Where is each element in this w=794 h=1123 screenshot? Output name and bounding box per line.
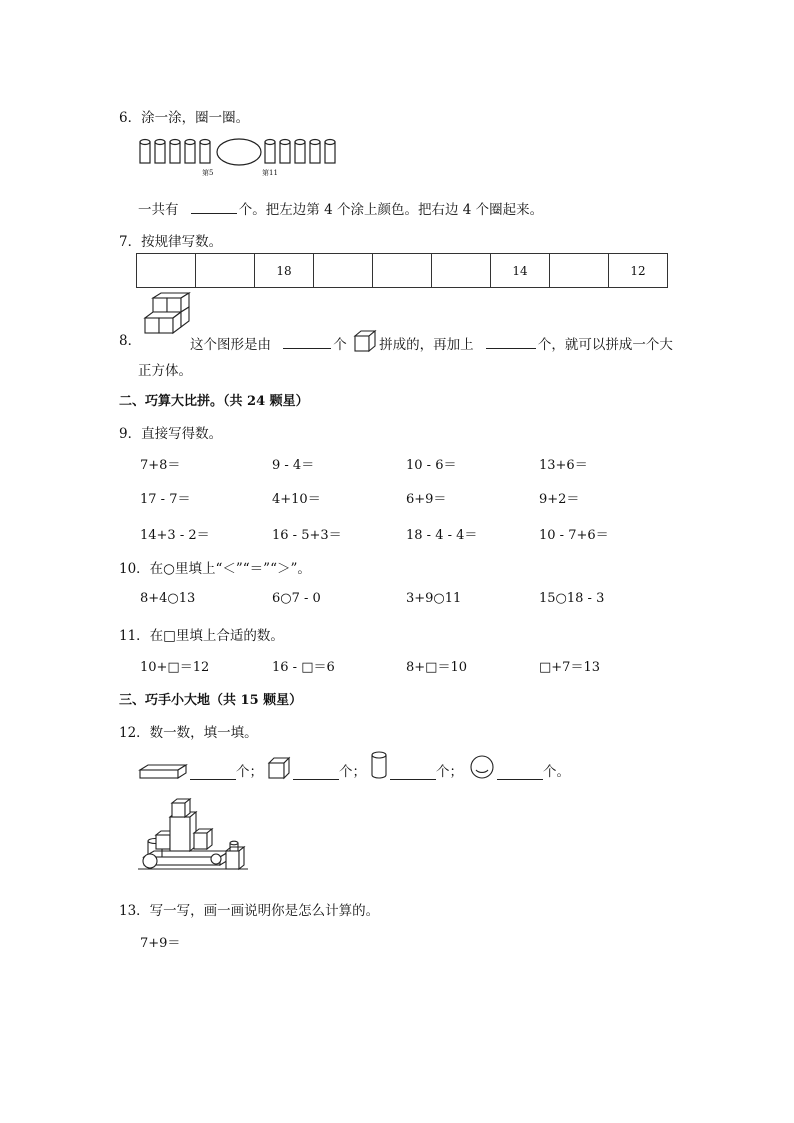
q6-answer-line [138, 198, 543, 218]
cylinder-icon [185, 140, 195, 164]
sequence-cell[interactable] [550, 254, 609, 288]
cylinder-icon [140, 140, 150, 164]
q8-text-e: 正方体。 [138, 363, 192, 379]
q8-text-c: 拼成的，再加上 [379, 337, 474, 353]
q12-unit2: 个； [339, 764, 366, 780]
q12-unit4: 个。 [543, 764, 570, 780]
q8-text-d: 个，就可以拼成一个大 [537, 337, 673, 353]
section3-title: 三、巧手小大地（共 15 颗星） [119, 693, 303, 708]
q8-prefix: 8． [119, 333, 142, 349]
sequence-cell: 18 [255, 254, 314, 288]
sequence-cell: 12 [609, 254, 668, 288]
q6-title: 6．涂一涂，圈一圈。 [119, 110, 250, 126]
q9-item: 14+3 - 2＝ [140, 528, 210, 543]
cylinder-icon [310, 140, 320, 164]
sphere-icon [469, 754, 495, 780]
q8-add-count-blank[interactable] [486, 336, 536, 349]
q9-item: 10 - 7+6＝ [539, 528, 609, 543]
cylinder-icon [155, 140, 165, 164]
q9-item: 9+2＝ [539, 492, 580, 507]
block-structure-icon [134, 795, 252, 875]
cylinder-icon [265, 140, 275, 164]
q9-item: 17 - 7＝ [140, 492, 191, 507]
sequence-cell[interactable] [137, 254, 196, 288]
cuboid-icon [138, 762, 188, 780]
cube-icon [267, 756, 291, 780]
q9-item: 10 - 6＝ [406, 458, 457, 473]
q8-text-a: 这个图形是由 [190, 337, 271, 353]
q10-item: 6○7 - 0 [272, 591, 321, 606]
q9-title: 9．直接写得数。 [119, 426, 223, 442]
sequence-cell[interactable] [196, 254, 255, 288]
q11-item: 16 - □＝6 [272, 660, 335, 675]
cylinder-count-blank[interactable] [390, 767, 436, 780]
q10-item: 15○18 - 3 [539, 591, 605, 606]
q11-title: 11．在□里填上合适的数。 [119, 628, 284, 644]
cuboid-count-blank[interactable] [190, 767, 236, 780]
sequence-cell[interactable] [373, 254, 432, 288]
q11-item: □+7＝13 [539, 660, 600, 675]
cylinder-row-figure [138, 133, 343, 181]
q12-structure-figure [134, 795, 252, 875]
q12-unit3: 个； [436, 764, 463, 780]
sequence-cell[interactable] [314, 254, 373, 288]
sequence-cell[interactable] [432, 254, 491, 288]
q9-item: 7+8＝ [140, 458, 181, 473]
q13-title: 13．写一写，画一画说明你是怎么计算的。 [119, 903, 380, 919]
small-cube-icon [353, 329, 377, 353]
q9-item: 16 - 5+3＝ [272, 528, 342, 543]
q9-item: 4+10＝ [272, 492, 321, 507]
q10-title: 10．在○里填上“＜”“＝”“＞”。 [119, 561, 311, 577]
q12-unit1: 个； [236, 764, 263, 780]
q8-cube-count-blank[interactable] [283, 336, 331, 349]
q11-item: 8+□＝10 [406, 660, 467, 675]
q8-text-b: 个 [333, 337, 347, 353]
q12-shape-row [138, 750, 570, 780]
q9-item: 13+6＝ [539, 458, 588, 473]
sphere-count-blank[interactable] [497, 767, 543, 780]
q6-label-right: 第11 [262, 169, 278, 177]
q8-line1 [190, 329, 673, 353]
cylinder-icon [200, 140, 210, 164]
sequence-cell: 14 [491, 254, 550, 288]
cylinder-row-icon [138, 133, 343, 181]
cylinder-icon [295, 140, 305, 164]
q9-item: 9 - 4＝ [272, 458, 315, 473]
cube-stack-icon [141, 292, 191, 340]
q6-line-after: 个。把左边第 4 个涂上颜色。把右边 4 个圈起来。 [238, 202, 544, 218]
q6-count-blank[interactable] [191, 201, 237, 214]
q10-item: 3+9○11 [406, 591, 462, 606]
q6-line-before: 一共有 [138, 202, 179, 218]
cube-stack-figure [141, 292, 191, 340]
q13-expression: 7+9＝ [140, 936, 181, 951]
q12-title: 12．数一数，填一填。 [119, 725, 258, 741]
cube-count-blank[interactable] [293, 767, 339, 780]
q6-label-left: 第5 [202, 169, 214, 177]
cylinder-icon [325, 140, 335, 164]
cylinder-icon [370, 750, 388, 780]
section2-title: 二、巧算大比拼。（共 24 颗星） [119, 394, 309, 409]
cylinder-icon [170, 140, 180, 164]
q11-item: 10+□＝12 [140, 660, 210, 675]
q9-item: 6+9＝ [406, 492, 447, 507]
q7-sequence-table [136, 253, 668, 288]
q9-item: 18 - 4 - 4＝ [406, 528, 478, 543]
q7-title: 7．按规律写数。 [119, 234, 223, 250]
cylinder-icon [280, 140, 290, 164]
q10-item: 8+4○13 [140, 591, 196, 606]
